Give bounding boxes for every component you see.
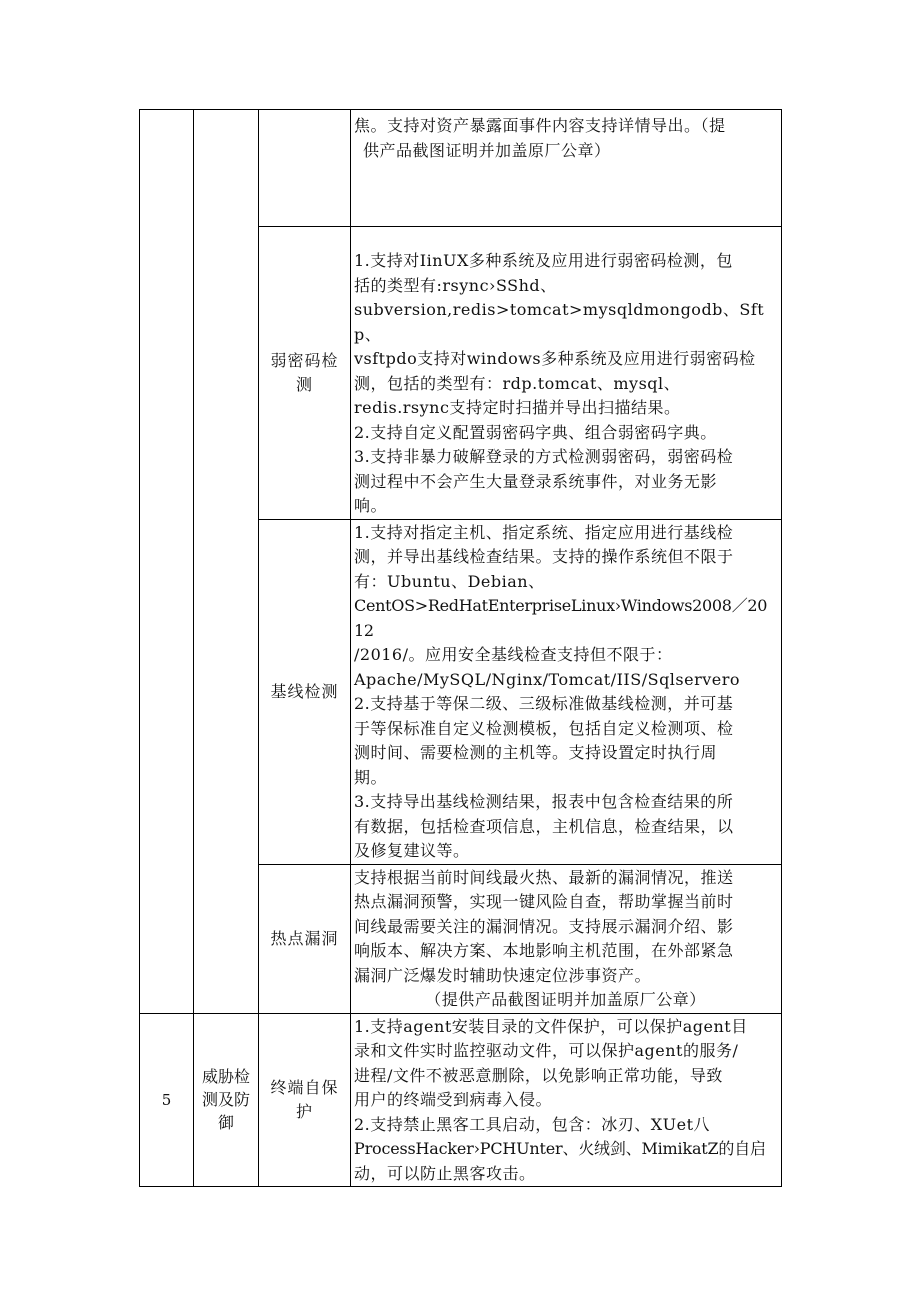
desc-line: 间线最需要关注的漏洞情况。支持展示漏洞介绍、影 bbox=[354, 916, 734, 936]
desc-cell bbox=[351, 1013, 782, 1187]
desc-line: 响。 bbox=[354, 496, 388, 515]
item-label-hot-vuln bbox=[259, 864, 351, 1013]
desc-line: CentOS>RedHatEnterpriseLinux›Windows2008／2012 bbox=[354, 596, 768, 640]
desc-line: 及修复建议等。 bbox=[354, 841, 470, 860]
desc-line: 括的类型有:rsync›SShd、 bbox=[354, 275, 557, 295]
item-label-text: 终端自保护 bbox=[270, 1077, 339, 1121]
desc-line: 供产品截图证明并加盖原厂公章） bbox=[363, 140, 611, 160]
desc-line: 漏洞广泛爆发时辅助快速定位涉事资产。 bbox=[354, 965, 652, 985]
desc-line: subversion,redis>tomcat>mysqldmongodb、Sftp、 bbox=[354, 300, 765, 344]
desc-line: 期。 bbox=[354, 767, 388, 787]
category-text: 威胁检测及防御 bbox=[201, 1067, 250, 1133]
desc-line: 有数据，包括检查项信息，主机信息，检查结果，以 bbox=[354, 816, 734, 836]
desc-cell bbox=[351, 519, 782, 864]
desc-line: 响版本、解决方案、本地影响主机范围，在外部紧急 bbox=[354, 941, 734, 960]
desc-line: 测过程中不会产生大量登录系统事件，对业务无影 bbox=[354, 471, 718, 491]
seq-cell-empty bbox=[140, 110, 194, 1014]
seq-number-text: 5 bbox=[161, 1090, 172, 1109]
desc-line: 有：Ubuntu、Debian、 bbox=[354, 571, 545, 591]
desc-line: vsftpdo支持对windows多种系统及应用进行弱密码检 bbox=[354, 349, 756, 368]
desc-line: 2.支持基于等保二级、三级标准做基线检测，并可基 bbox=[354, 694, 734, 713]
desc-cell bbox=[351, 227, 782, 520]
item-label-endpoint-self-protect bbox=[259, 1013, 351, 1187]
desc-line: redis.rsync支持定时扫描并导出扫描结果。 bbox=[354, 398, 681, 417]
desc-line: 测时间、需要检测的主机等。支持设置定时执行周 bbox=[354, 743, 718, 762]
desc-line: 热点漏洞预警，实现一键风险自查，帮助掌握当前时 bbox=[354, 892, 734, 911]
desc-line: 2.支持禁止黑客工具启动，包含：冰刃、XUet八 bbox=[354, 1114, 711, 1134]
table-row bbox=[140, 110, 782, 227]
desc-line: 录和文件实时监控驱动文件，可以保护agent的服务/ bbox=[354, 1041, 739, 1060]
desc-line: （提供产品截图证明并加盖原厂公章） bbox=[425, 990, 706, 1009]
desc-line: 3.支持导出基线检测结果，报表中包含检查结果的所 bbox=[354, 792, 734, 811]
category-cell bbox=[194, 1013, 259, 1187]
item-cell-empty bbox=[259, 110, 351, 227]
desc-cell bbox=[351, 864, 782, 1013]
desc-line: 支持根据当前时间线最火热、最新的漏洞情况，推送 bbox=[354, 867, 734, 887]
desc-line: 1.支持对IinUX多种系统及应用进行弱密码检测，包 bbox=[354, 251, 733, 270]
desc-line: 1.支持对指定主机、指定系统、指定应用进行基线检 bbox=[354, 522, 734, 542]
desc-line: 于等保标准自定义检测模板，包括自定义检测项、检 bbox=[354, 718, 734, 738]
desc-line: 测，并导出基线检查结果。支持的操作系统但不限于 bbox=[354, 547, 734, 566]
desc-line: 焦。支持对资产暴露面事件内容支持详情导出。（提 bbox=[354, 116, 726, 135]
item-label-text: 基线检测 bbox=[270, 681, 339, 701]
item-label-baseline bbox=[259, 519, 351, 864]
desc-cell bbox=[351, 110, 782, 227]
desc-line: Apache/MySQL/Nginx/Tomcat/IIS/Sqlservero bbox=[354, 669, 741, 689]
desc-line: ProcessHacker›PCHUnter、火绒剑、MimikatZ的自启 bbox=[354, 1139, 766, 1158]
table-row bbox=[140, 1013, 782, 1187]
desc-line: /2016/。应用安全基线检查支持但不限于： bbox=[354, 645, 673, 664]
desc-line: 用户的终端受到病毒入侵。 bbox=[354, 1090, 553, 1109]
seq-number bbox=[140, 1013, 194, 1187]
item-label-weak-password bbox=[259, 227, 351, 520]
spec-table bbox=[139, 109, 782, 1187]
desc-line: 测，包括的类型有：rdp.tomcat、mysql、 bbox=[354, 373, 681, 393]
desc-line: 3.支持非暴力破解登录的方式检测弱密码，弱密码检 bbox=[354, 447, 734, 466]
desc-line: 进程/文件不被恶意删除，以免影响正常功能，导致 bbox=[354, 1065, 723, 1085]
item-label-text: 热点漏洞 bbox=[270, 928, 339, 948]
desc-line: 动，可以防止黑客攻击。 bbox=[354, 1163, 536, 1183]
category-cell-empty bbox=[194, 110, 259, 1014]
desc-line: 1.支持agent安装目录的文件保护，可以保护agent目 bbox=[354, 1016, 748, 1036]
item-label-text: 弱密码检测 bbox=[270, 350, 339, 394]
desc-line: 2.支持自定义配置弱密码字典、组合弱密码字典。 bbox=[354, 422, 717, 442]
